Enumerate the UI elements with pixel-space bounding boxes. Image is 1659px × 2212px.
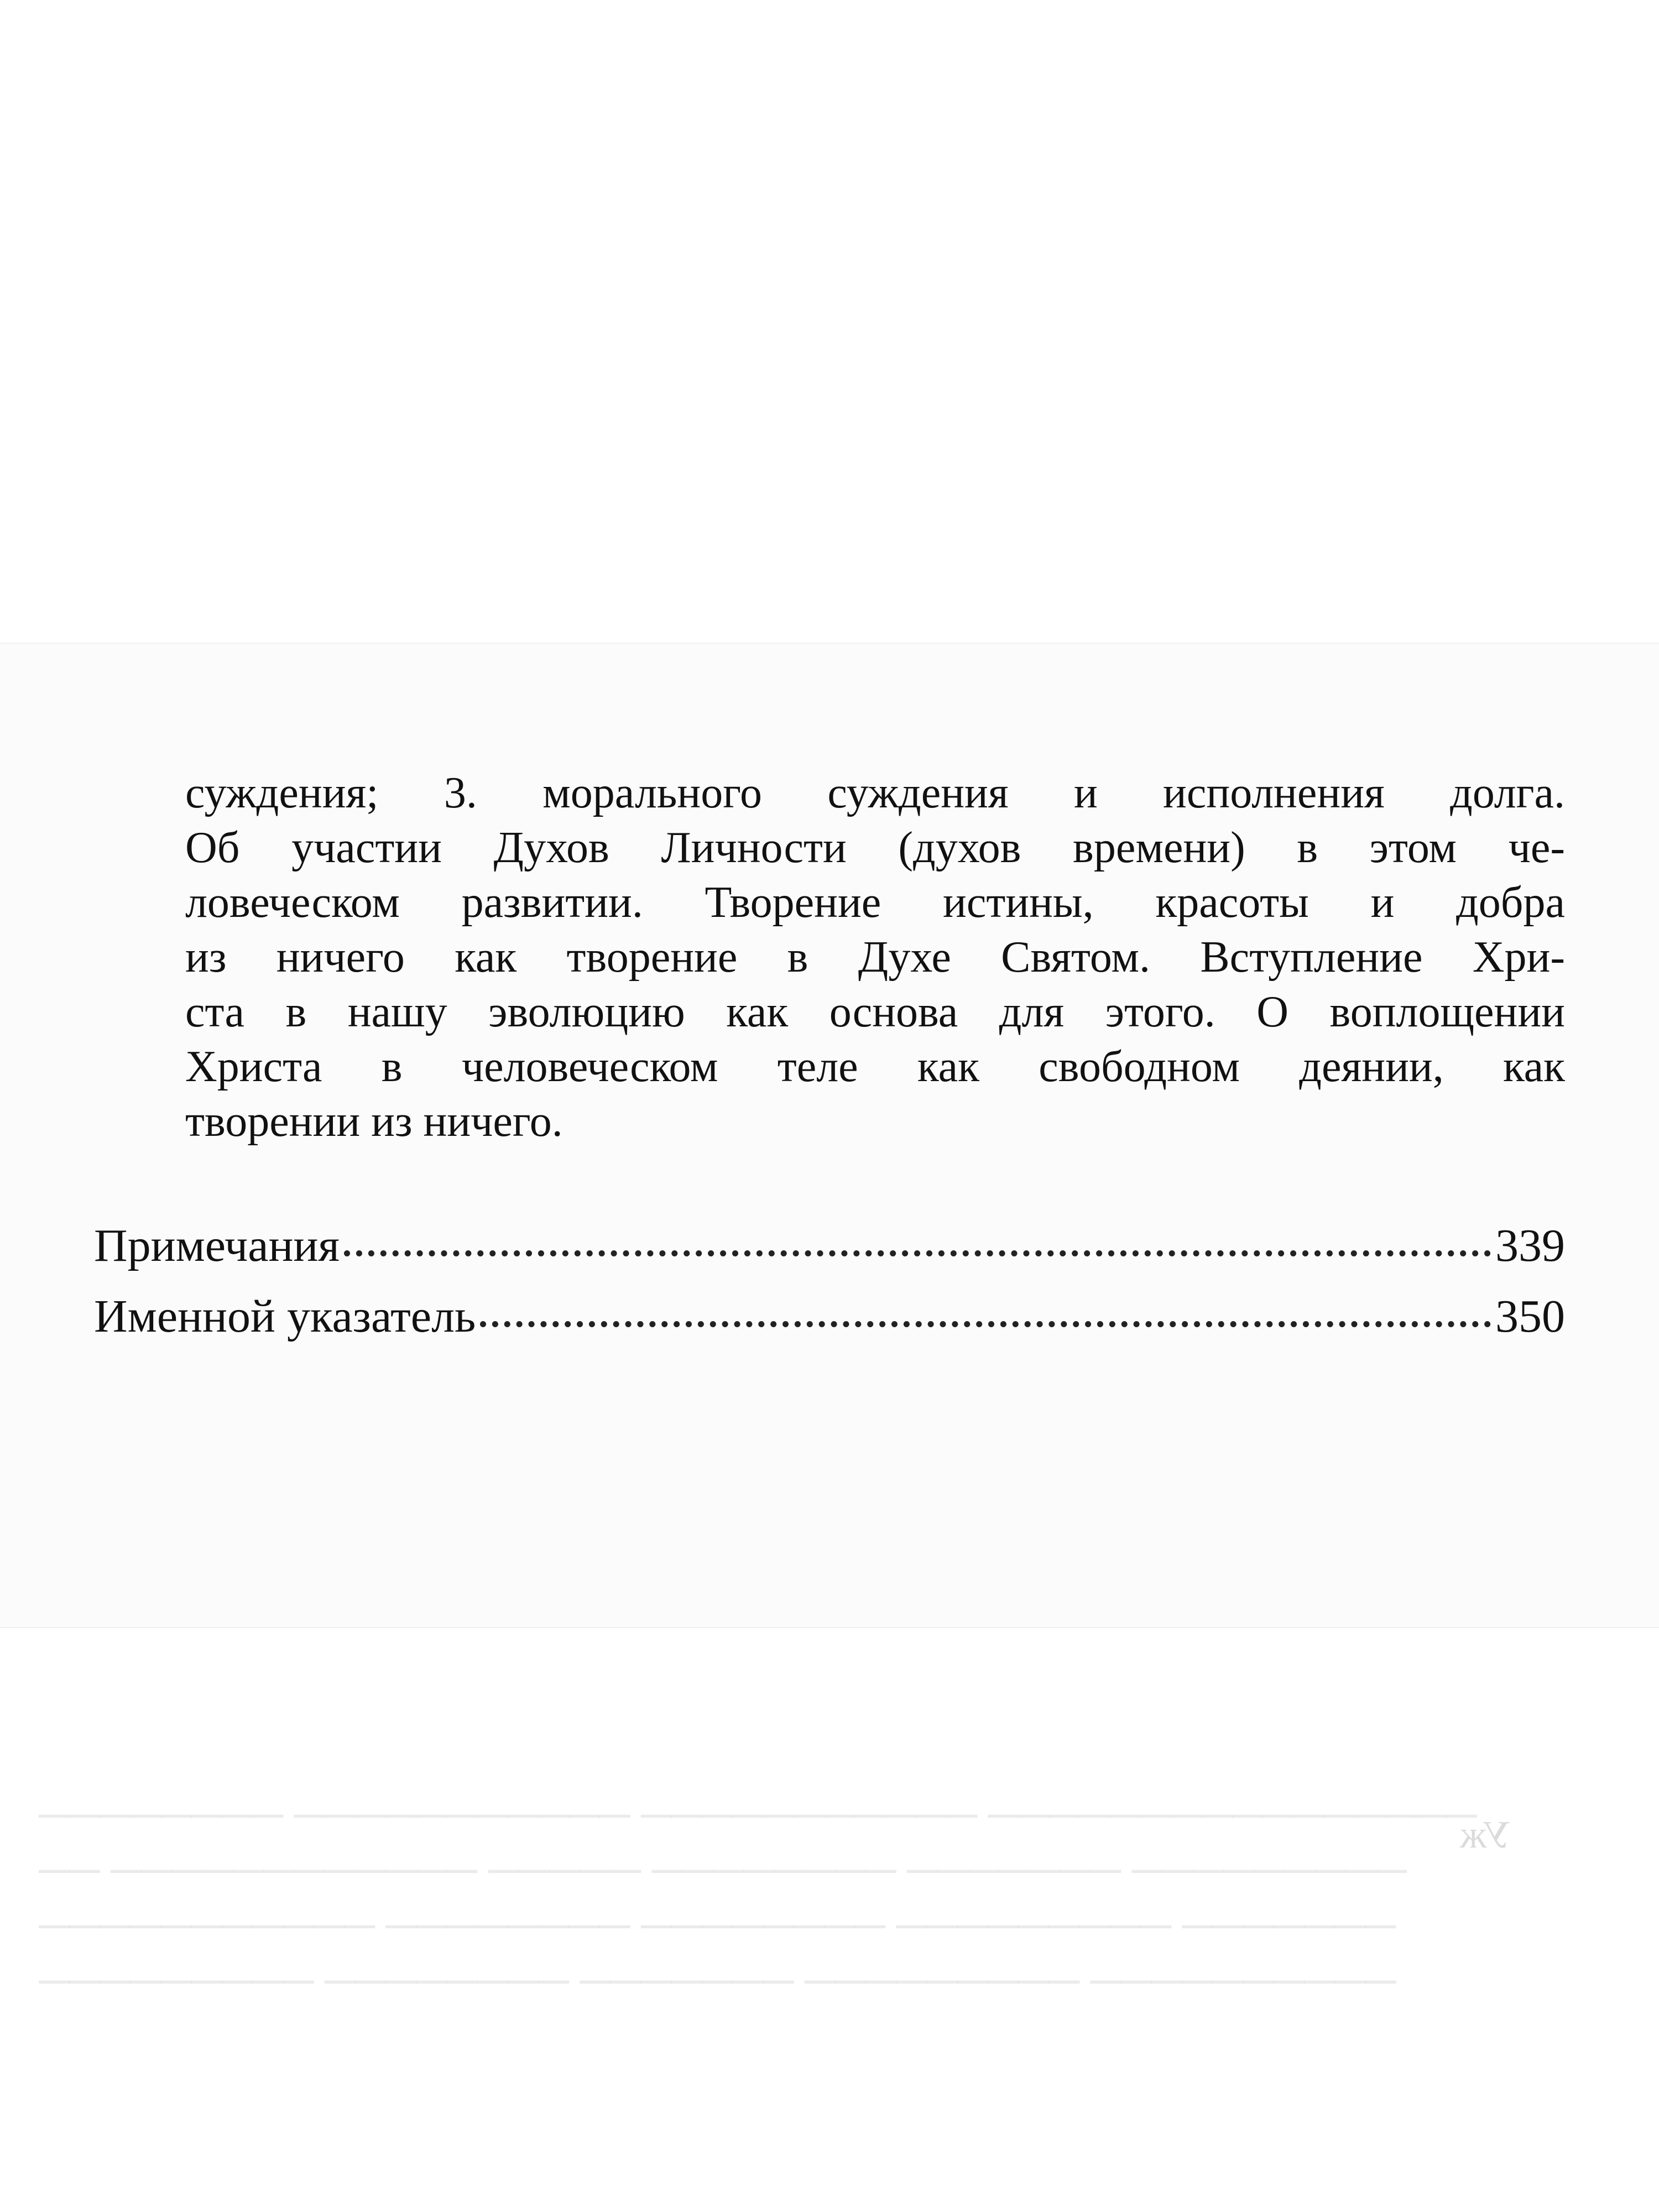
chapter-description (185, 766, 1565, 1149)
bleed-through-text: ──────────────── ─────────── ─────────── ──────── ───────── ─────── ──────── ───── ──────────── ── ─────── ───────── ──────── ──────── ─────────── ────────── ───────── ─────── ──────── ───────── (39, 1791, 1477, 2005)
dot-leader (344, 1250, 1491, 1256)
toc-entry-name-index (94, 1281, 1565, 1352)
toc-entry-notes (94, 1211, 1565, 1281)
bleed-through-mark: Уж (1460, 1814, 1511, 1856)
paragraph-line: творении из ничего. (185, 1097, 563, 1146)
dot-leader (480, 1321, 1491, 1327)
paragraph-line: из ничего как творение в Духе Святом. Вступление Хри- (185, 933, 1565, 982)
toc-page-number: 339 (1495, 1220, 1565, 1271)
paragraph-line: Христа в человеческом теле как свободном деянии, как (185, 1042, 1565, 1091)
paragraph-line: ловеческом развитии. Творение истины, красоты и добра (185, 878, 1565, 927)
text-content (94, 766, 1565, 1352)
table-of-contents (94, 1211, 1565, 1352)
toc-entry-label: Именной указатель (94, 1291, 476, 1342)
paragraph-line: Об участии Духов Личности (духов времени) в этом че- (185, 823, 1565, 872)
paragraph-line: ста в нашу эволюцию как основа для этого. О воплощении (185, 988, 1565, 1036)
toc-entry-label: Примечания (94, 1220, 340, 1271)
paragraph-line: суждения; 3. морального суждения и исполнения долга. (185, 769, 1565, 817)
toc-page-number: 350 (1495, 1291, 1565, 1342)
